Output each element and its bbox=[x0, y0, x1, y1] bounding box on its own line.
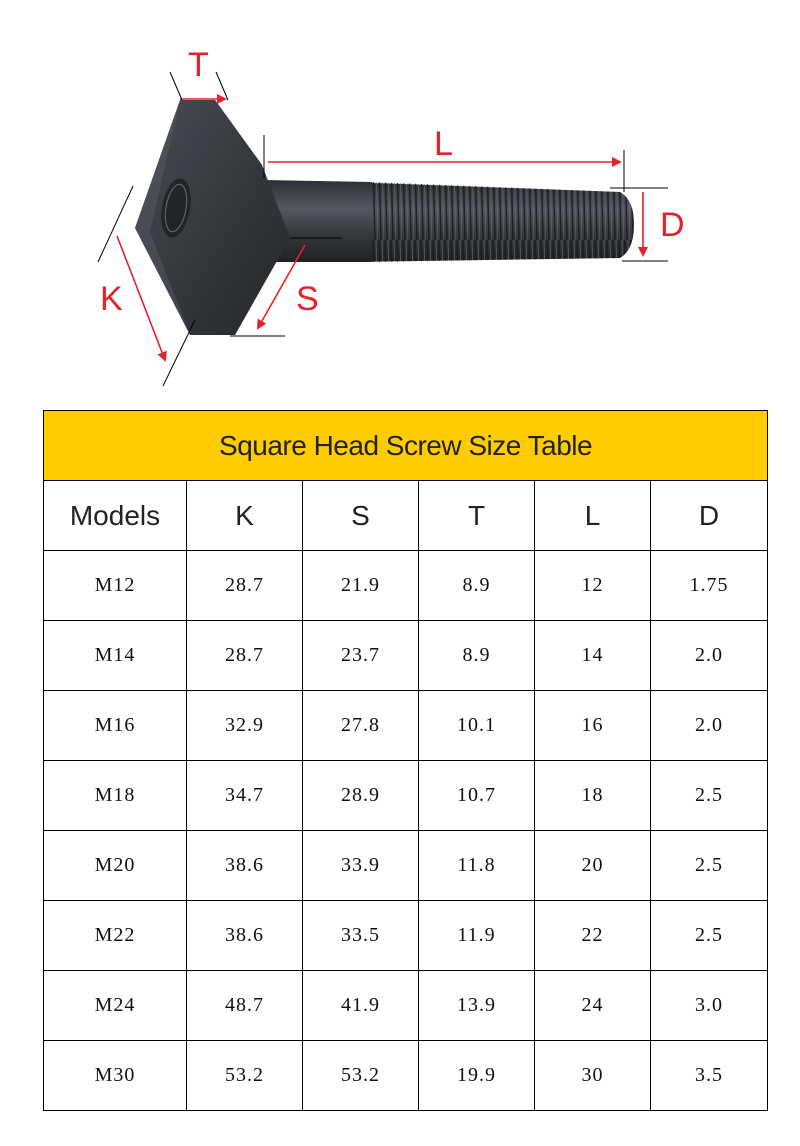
cell-d: 2.5 bbox=[651, 831, 768, 901]
cell-d: 3.0 bbox=[651, 971, 768, 1041]
table-title: Square Head Screw Size Table bbox=[44, 411, 768, 481]
table-row bbox=[44, 1041, 768, 1111]
header-s: S bbox=[303, 481, 419, 551]
cell-d: 1.75 bbox=[651, 551, 768, 621]
cell-s: 53.2 bbox=[303, 1041, 419, 1111]
cell-t: 11.8 bbox=[419, 831, 535, 901]
cell-l: 22 bbox=[535, 901, 651, 971]
bolt-image bbox=[135, 100, 634, 335]
cell-k: 48.7 bbox=[187, 971, 303, 1041]
cell-k: 32.9 bbox=[187, 691, 303, 761]
cell-t: 13.9 bbox=[419, 971, 535, 1041]
cell-k: 53.2 bbox=[187, 1041, 303, 1111]
header-l: L bbox=[535, 481, 651, 551]
dimension-label-s: S bbox=[296, 280, 319, 318]
cell-l: 14 bbox=[535, 621, 651, 691]
cell-l: 18 bbox=[535, 761, 651, 831]
dimension-label-t: T bbox=[188, 46, 209, 84]
dimension-label-k: K bbox=[100, 280, 123, 318]
cell-t: 10.7 bbox=[419, 761, 535, 831]
table-row bbox=[44, 971, 768, 1041]
table-row bbox=[44, 901, 768, 971]
cell-s: 33.5 bbox=[303, 901, 419, 971]
cell-d: 2.5 bbox=[651, 901, 768, 971]
cell-d: 3.5 bbox=[651, 1041, 768, 1111]
bolt-dimension-diagram bbox=[0, 0, 800, 400]
cell-s: 23.7 bbox=[303, 621, 419, 691]
cell-s: 28.9 bbox=[303, 761, 419, 831]
cell-k: 34.7 bbox=[187, 761, 303, 831]
cell-t: 8.9 bbox=[419, 551, 535, 621]
cell-d: 2.5 bbox=[651, 761, 768, 831]
cell-model: M22 bbox=[44, 901, 187, 971]
cell-model: M14 bbox=[44, 621, 187, 691]
cell-l: 30 bbox=[535, 1041, 651, 1111]
cell-model: M30 bbox=[44, 1041, 187, 1111]
header-models: Models bbox=[44, 481, 187, 551]
cell-s: 41.9 bbox=[303, 971, 419, 1041]
cell-model: M12 bbox=[44, 551, 187, 621]
cell-l: 24 bbox=[535, 971, 651, 1041]
header-row bbox=[44, 481, 768, 551]
cell-k: 38.6 bbox=[187, 901, 303, 971]
cell-d: 2.0 bbox=[651, 621, 768, 691]
dimension-label-d: D bbox=[660, 206, 685, 244]
cell-model: M18 bbox=[44, 761, 187, 831]
header-d: D bbox=[651, 481, 768, 551]
table-row bbox=[44, 831, 768, 901]
cell-k: 38.6 bbox=[187, 831, 303, 901]
cell-t: 19.9 bbox=[419, 1041, 535, 1111]
table-row bbox=[44, 691, 768, 761]
header-k: K bbox=[187, 481, 303, 551]
cell-t: 10.1 bbox=[419, 691, 535, 761]
dimension-label-l: L bbox=[434, 125, 453, 163]
cell-model: M24 bbox=[44, 971, 187, 1041]
header-t: T bbox=[419, 481, 535, 551]
cell-t: 8.9 bbox=[419, 621, 535, 691]
table-row bbox=[44, 621, 768, 691]
cell-s: 27.8 bbox=[303, 691, 419, 761]
table-row bbox=[44, 761, 768, 831]
cell-l: 16 bbox=[535, 691, 651, 761]
cell-k: 28.7 bbox=[187, 621, 303, 691]
cell-model: M16 bbox=[44, 691, 187, 761]
size-table bbox=[43, 410, 768, 1111]
cell-d: 2.0 bbox=[651, 691, 768, 761]
cell-l: 20 bbox=[535, 831, 651, 901]
cell-s: 21.9 bbox=[303, 551, 419, 621]
table-row bbox=[44, 551, 768, 621]
cell-s: 33.9 bbox=[303, 831, 419, 901]
cell-k: 28.7 bbox=[187, 551, 303, 621]
cell-t: 11.9 bbox=[419, 901, 535, 971]
cell-l: 12 bbox=[535, 551, 651, 621]
cell-model: M20 bbox=[44, 831, 187, 901]
